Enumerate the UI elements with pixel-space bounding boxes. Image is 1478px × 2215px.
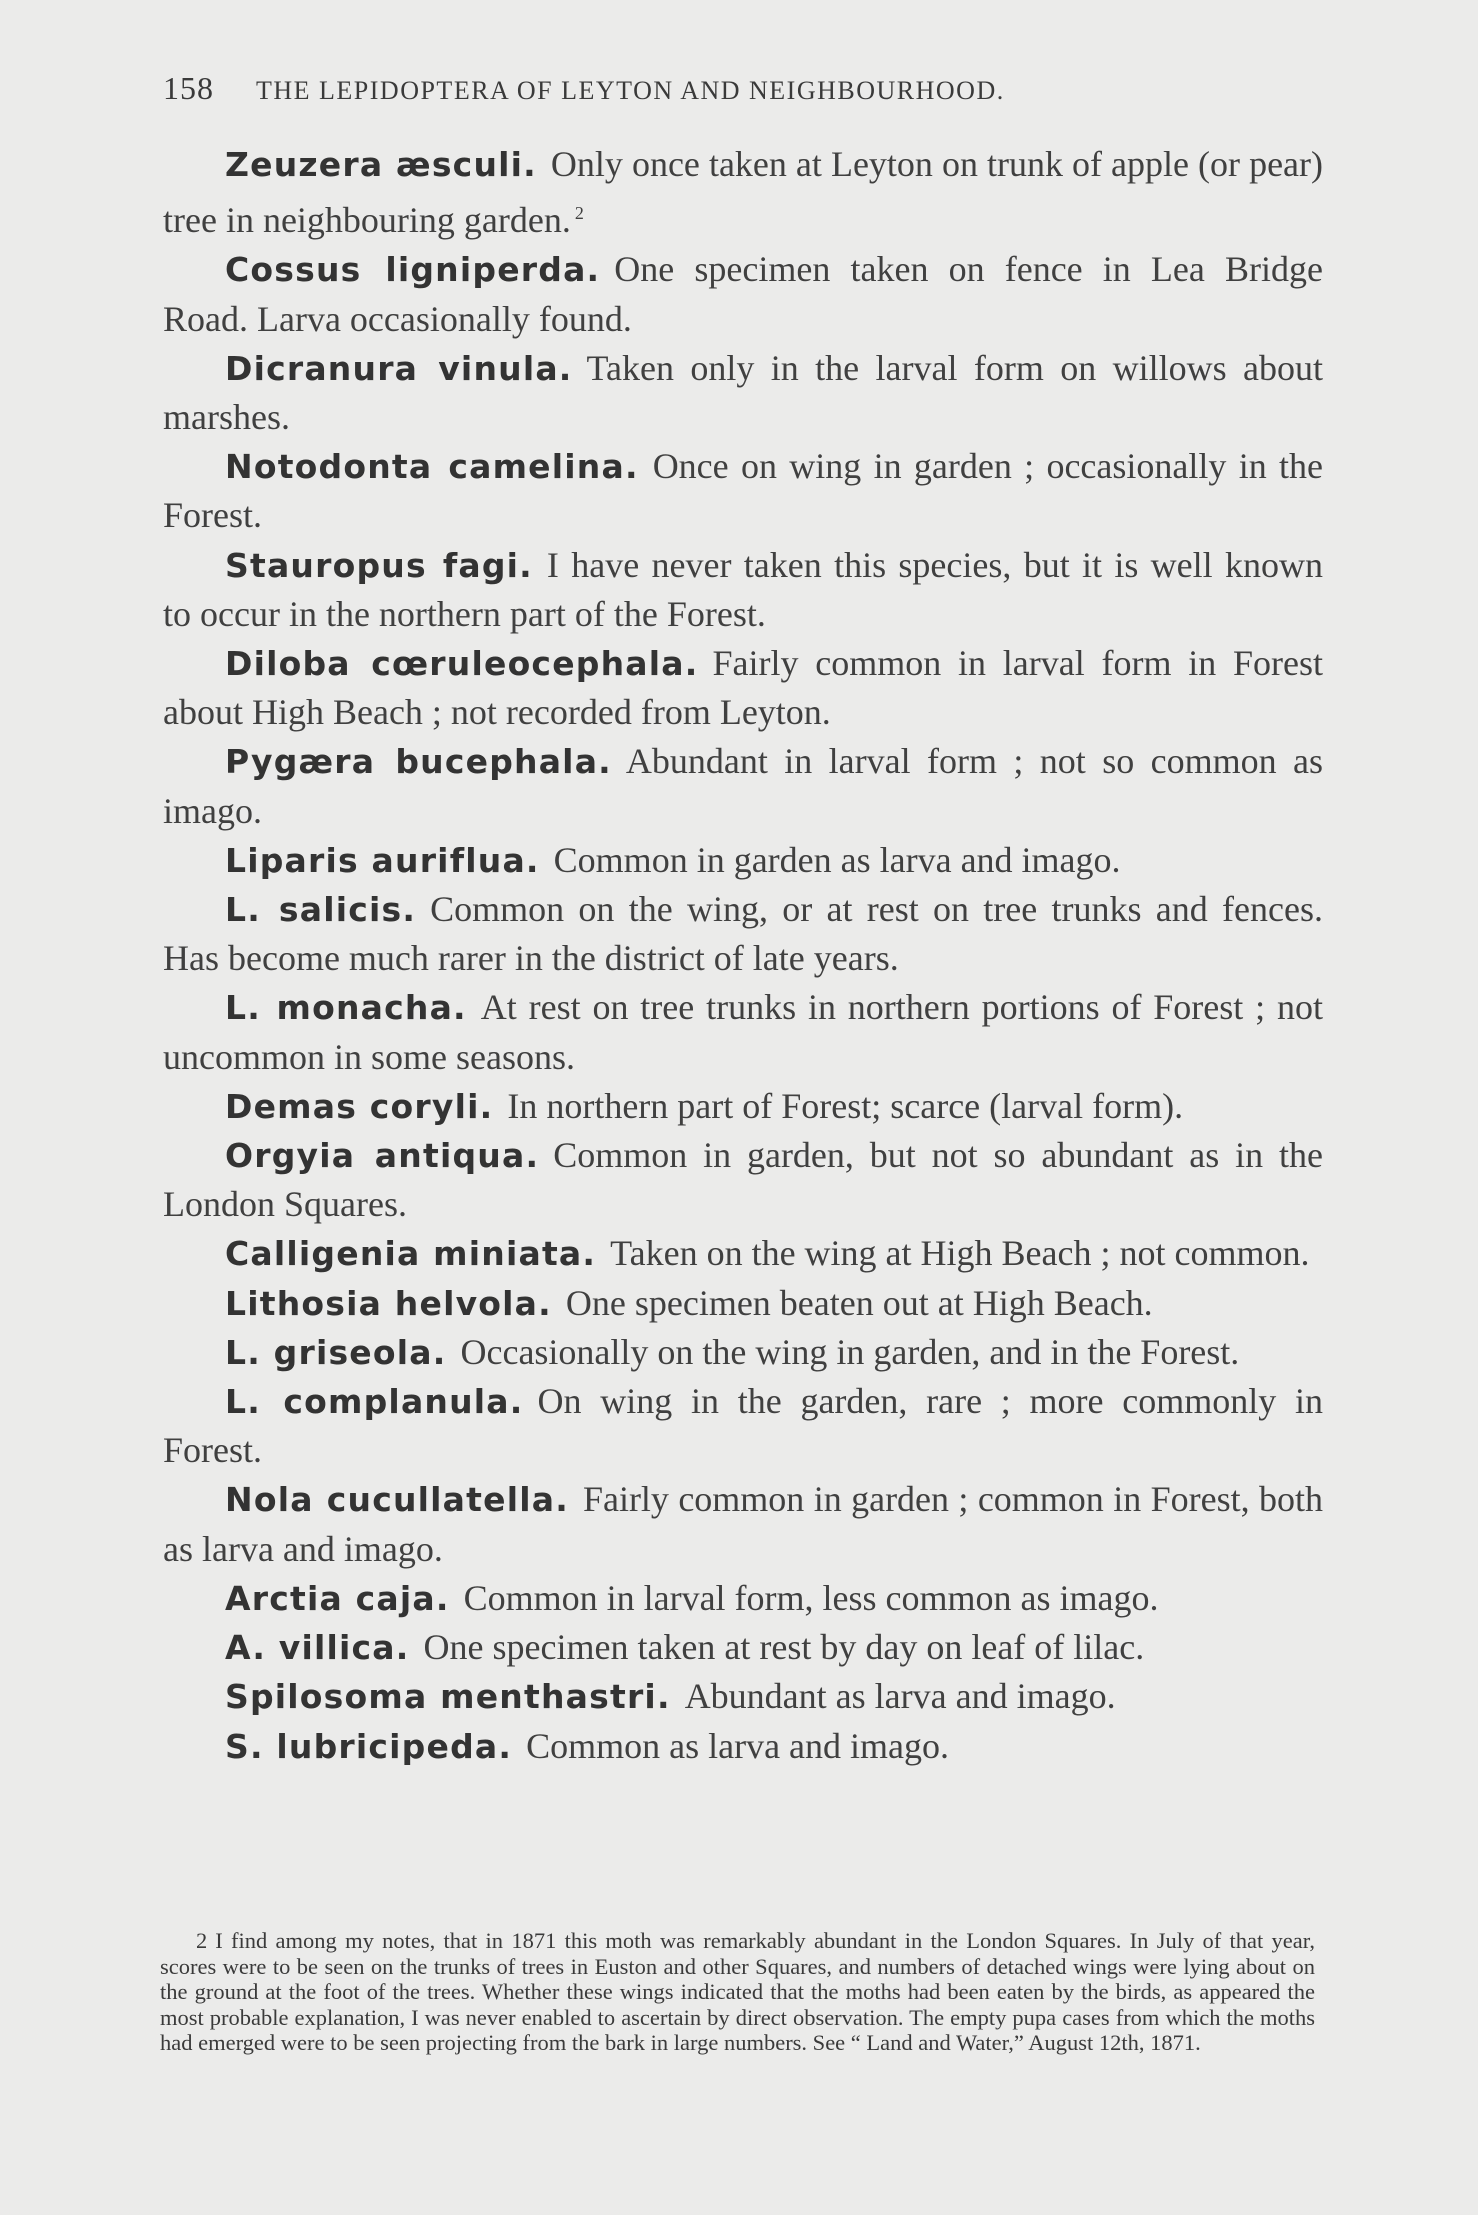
- species-entry: [163, 1279, 1323, 1328]
- species-entry: [163, 541, 1323, 639]
- species-note: Fairly common in garden ; common in Forest, both as larva and imago.: [163, 1479, 1323, 1569]
- species-name: Calligenia miniata.: [225, 1234, 597, 1274]
- species-name: Spilosoma menthastri.: [225, 1677, 671, 1717]
- species-name: Pygæra bucephala.: [225, 742, 612, 782]
- page-number: 158: [163, 70, 214, 106]
- species-entry: [163, 1574, 1323, 1623]
- species-entry: [163, 1377, 1323, 1475]
- species-entry: [163, 1229, 1323, 1278]
- species-entry: [163, 442, 1323, 540]
- footnote-mark: 2: [196, 1928, 208, 1953]
- running-title: THE LEPIDOPTERA OF LEYTON AND NEIGHBOURHOOD.: [256, 76, 1005, 105]
- species-entry: [163, 1672, 1323, 1721]
- species-note: Common in garden as larva and imago.: [553, 839, 1121, 880]
- species-name: Orgyia antiqua.: [225, 1136, 540, 1176]
- species-name: Nola cucullatella.: [225, 1480, 569, 1520]
- species-name: L. complanula.: [225, 1382, 524, 1422]
- species-note: Occasionally on the wing in garden, and in the Forest.: [460, 1331, 1240, 1372]
- species-name: Demas coryli.: [225, 1086, 494, 1126]
- species-entry: [163, 885, 1323, 983]
- species-note: Taken on the wing at High Beach ; not common.: [610, 1233, 1310, 1274]
- species-name: L. griseola.: [225, 1332, 447, 1372]
- species-note: At rest on tree trunks in northern portions of Forest ; not uncommon in some seasons.: [163, 987, 1323, 1077]
- footnote: [160, 1928, 1315, 2056]
- species-note: Common as larva and imago.: [526, 1725, 950, 1766]
- species-list: [163, 140, 1323, 1771]
- species-name: Zeuzera æsculi.: [225, 145, 537, 184]
- species-name: Lithosia helvola.: [225, 1283, 552, 1323]
- species-entry: [163, 639, 1323, 737]
- species-entry: [163, 836, 1323, 885]
- species-entry: [163, 1722, 1323, 1771]
- species-note: Once on wing in garden ; occasionally in the Forest.: [163, 446, 1323, 536]
- species-note: Only once taken at Leyton on trunk of apple (or pear) tree in neighbouring garden.: [163, 144, 1324, 241]
- species-name: Diloba cœruleocephala.: [225, 644, 699, 684]
- species-entry: [163, 983, 1323, 1081]
- species-note: Common in garden, but not so abundant as in the London Squares.: [163, 1135, 1323, 1225]
- species-entry: [163, 1131, 1323, 1229]
- species-entry: [163, 140, 1323, 245]
- species-note: In northern part of Forest; scarce (larval form).: [507, 1085, 1184, 1126]
- species-note: Taken only in the larval form on willows about marshes.: [163, 347, 1323, 438]
- species-name: Liparis auriflua.: [225, 840, 540, 880]
- species-entry: [163, 344, 1323, 442]
- species-entry: [163, 1623, 1323, 1672]
- species-note: Common in larval form, less common as imago.: [463, 1577, 1159, 1618]
- species-name: L. salicis.: [225, 890, 417, 930]
- species-note: One specimen beaten out at High Beach.: [565, 1282, 1153, 1323]
- species-entry: [163, 1328, 1323, 1377]
- species-entry: [163, 1475, 1323, 1573]
- species-entry: [163, 737, 1323, 835]
- species-name: A. villica.: [225, 1628, 410, 1668]
- species-name: Stauropus fagi.: [225, 545, 533, 585]
- species-note: Fairly common in larval form in Forest about High Beach ; not recorded from Leyton.: [163, 643, 1323, 733]
- species-name: S. lubricipeda.: [225, 1726, 513, 1766]
- species-name: Notodonta camelina.: [225, 447, 639, 487]
- species-note: Abundant as larva and imago.: [684, 1676, 1116, 1717]
- species-note: Common on the wing, or at rest on tree trunks and fences. Has become much rarer in the district of late years.: [163, 889, 1323, 979]
- species-entry: [163, 1082, 1323, 1131]
- species-note: One specimen taken at rest by day on leaf of lilac.: [423, 1627, 1145, 1668]
- species-name: L. monacha.: [225, 988, 467, 1028]
- footnote-reference: 2: [574, 203, 584, 224]
- species-name: Cossus ligniperda.: [225, 250, 601, 290]
- page-header: [163, 70, 1323, 107]
- species-name: Dicranura vinula.: [225, 348, 573, 388]
- species-note: I have never taken this species, but it is well known to occur in the northern part of the Forest.: [163, 544, 1323, 634]
- footnote-text: I find among my notes, that in 1871 this moth was remarkably abundant in the London Squares. In July of that year, scores were to be seen on the trunks of trees in Euston and other Squares, and numbers of detached wings were lying about on the ground at the foot of the trees. Whether these wings indicated that the moths had been eaten by the birds, as appeared the most probable explanation, I was never enabled to ascertain by direct observation. The empty pupa cases from which the moths had emerged were to be seen projecting from the bark in large numbers. See “ Land and Water,” August 12th, 1871.: [160, 1928, 1315, 2055]
- species-note: One specimen taken on fence in Lea Bridge Road. Larva occasionally found.: [163, 249, 1323, 339]
- species-note: Abundant in larval form ; not so common as imago.: [163, 741, 1323, 831]
- species-entry: [163, 245, 1323, 343]
- species-name: Arctia caja.: [225, 1578, 450, 1618]
- species-note: On wing in the garden, rare ; more commonly in Forest.: [163, 1381, 1323, 1471]
